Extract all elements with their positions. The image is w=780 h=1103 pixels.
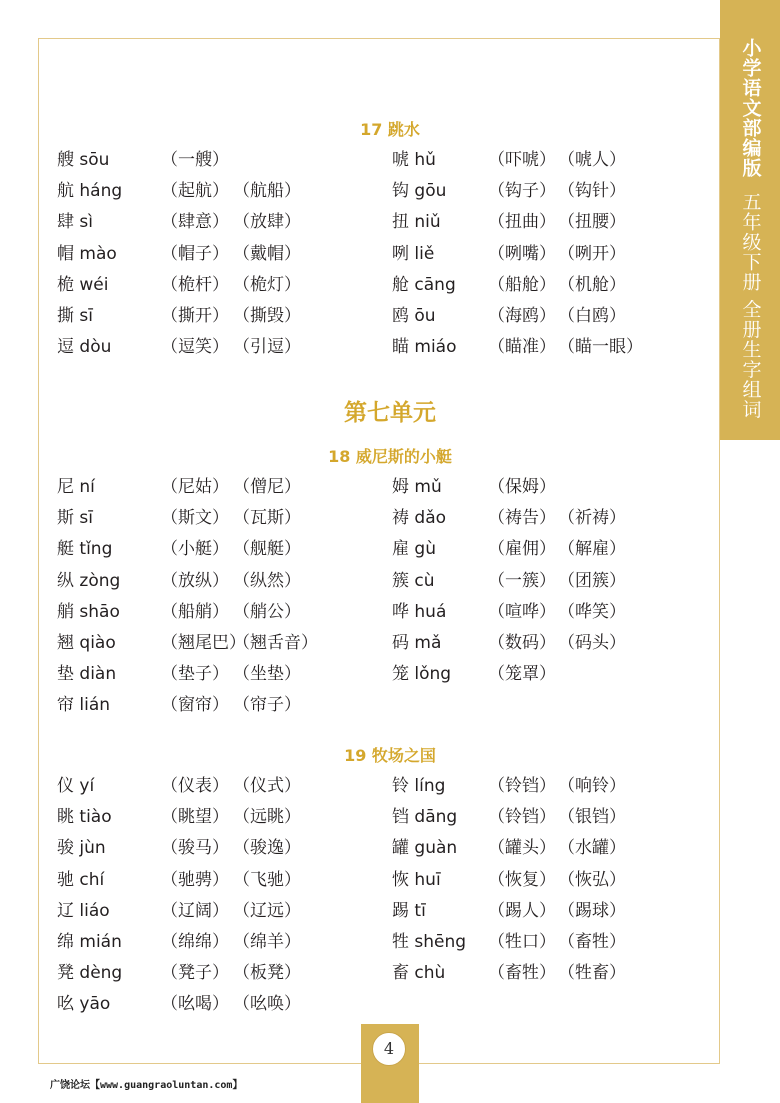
character-pinyin: 码 mǎ xyxy=(392,633,442,653)
word-group: （板凳） xyxy=(233,963,301,983)
word-group: （响铃） xyxy=(558,776,626,796)
word-group: （飞驰） xyxy=(233,870,301,890)
word-group: （保姆） xyxy=(488,477,556,497)
character-pinyin: 铃 líng xyxy=(392,776,446,796)
word-group: （船艄） xyxy=(161,602,229,622)
word-group: （一艘） xyxy=(161,150,229,170)
word-group: （僧尼） xyxy=(233,477,301,497)
word-group: （帘子） xyxy=(233,695,301,715)
word-group: （肆意） xyxy=(161,212,229,232)
character-pinyin: 罐 guàn xyxy=(392,838,458,858)
character-pinyin: 钩 gōu xyxy=(392,181,447,201)
word-group: （起航） xyxy=(161,181,229,201)
word-group: （扭腰） xyxy=(558,212,626,232)
word-group: （撕毁） xyxy=(233,306,301,326)
word-group: （骏马） xyxy=(161,838,229,858)
character-pinyin: 仪 yí xyxy=(57,776,95,796)
word-group: （水罐） xyxy=(558,838,626,858)
word-group: （畜牲） xyxy=(558,932,626,952)
word-group: （罐头） xyxy=(488,838,556,858)
side-tab xyxy=(720,0,780,440)
word-group: （笼罩） xyxy=(488,664,556,684)
character-pinyin: 撕 sī xyxy=(57,306,93,326)
word-group: （引逗） xyxy=(233,337,301,357)
side-tab-sub: 五年级下册 全册生字组词 xyxy=(739,192,762,420)
word-group: （逗笑） xyxy=(161,337,229,357)
character-pinyin: 骏 jùn xyxy=(57,838,106,858)
character-pinyin: 驰 chí xyxy=(57,870,105,890)
word-group: （窗帘） xyxy=(161,695,229,715)
word-group: （扭曲） xyxy=(488,212,556,232)
unit-title: 第七单元 xyxy=(344,400,436,426)
word-group: （帽子） xyxy=(161,244,229,264)
word-group: （咧开） xyxy=(558,244,626,264)
word-group: （祷告） xyxy=(488,508,556,528)
word-group: （翘尾巴） xyxy=(161,633,246,653)
word-group: （祈祷） xyxy=(558,508,626,528)
character-pinyin: 咧 liě xyxy=(392,244,435,264)
character-pinyin: 纵 zòng xyxy=(57,571,121,591)
word-group: （畜牲） xyxy=(488,963,556,983)
word-group: （凳子） xyxy=(161,963,229,983)
word-group: （码头） xyxy=(558,633,626,653)
word-group: （踢球） xyxy=(558,901,626,921)
word-group: （瞄一眼） xyxy=(558,337,643,357)
character-pinyin: 吆 yāo xyxy=(57,994,111,1014)
character-pinyin: 翘 qiào xyxy=(57,633,116,653)
character-pinyin: 簇 cù xyxy=(392,571,435,591)
word-group: （翘舌音） xyxy=(233,633,318,653)
word-group: （放肆） xyxy=(233,212,301,232)
word-group: （瞄准） xyxy=(488,337,556,357)
word-group: （吓唬） xyxy=(488,150,556,170)
word-group: （绵绵） xyxy=(161,932,229,952)
word-group: （小艇） xyxy=(161,539,229,559)
word-group: （喧哗） xyxy=(488,602,556,622)
word-group: （铃铛） xyxy=(488,807,556,827)
character-pinyin: 姆 mǔ xyxy=(392,477,442,497)
character-pinyin: 垫 diàn xyxy=(57,664,117,684)
word-group: （绵羊） xyxy=(233,932,301,952)
word-group: （桅杆） xyxy=(161,275,229,295)
word-group: （牲口） xyxy=(488,932,556,952)
word-group: （坐垫） xyxy=(233,664,301,684)
word-group: （辽阔） xyxy=(161,901,229,921)
character-pinyin: 桅 wéi xyxy=(57,275,109,295)
word-group: （解雇） xyxy=(558,539,626,559)
word-group: （数码） xyxy=(488,633,556,653)
word-group: （机舱） xyxy=(558,275,626,295)
word-group: （恢弘） xyxy=(558,870,626,890)
character-pinyin: 祷 dǎo xyxy=(392,508,447,528)
word-group: （舰艇） xyxy=(233,539,301,559)
character-pinyin: 凳 dèng xyxy=(57,963,123,983)
word-group: （哗笑） xyxy=(558,602,626,622)
word-group: （恢复） xyxy=(488,870,556,890)
character-pinyin: 恢 huī xyxy=(392,870,441,890)
word-group: （唬人） xyxy=(558,150,626,170)
word-group: （尼姑） xyxy=(161,477,229,497)
character-pinyin: 艇 tǐng xyxy=(57,539,113,559)
word-group: （斯文） xyxy=(161,508,229,528)
word-group: （戴帽） xyxy=(233,244,301,264)
word-group: （骏逸） xyxy=(233,838,301,858)
word-group: （海鸥） xyxy=(488,306,556,326)
word-group: （瓦斯） xyxy=(233,508,301,528)
word-group: （铃铛） xyxy=(488,776,556,796)
word-group: （钩针） xyxy=(558,181,626,201)
character-pinyin: 艄 shāo xyxy=(57,602,120,622)
lesson-title: 18 威尼斯的小艇 xyxy=(328,447,452,466)
character-pinyin: 畜 chù xyxy=(392,963,446,983)
word-group: （团簇） xyxy=(558,571,626,591)
character-pinyin: 唬 hǔ xyxy=(392,150,436,170)
page-number: 4 xyxy=(372,1032,406,1066)
word-group: （银铛） xyxy=(558,807,626,827)
word-group: （放纵） xyxy=(161,571,229,591)
word-group: （白鸥） xyxy=(558,306,626,326)
word-group: （牲畜） xyxy=(558,963,626,983)
character-pinyin: 斯 sī xyxy=(57,508,93,528)
word-group: （驰骋） xyxy=(161,870,229,890)
lesson-title: 19 牧场之国 xyxy=(344,746,436,765)
word-group: （仪表） xyxy=(161,776,229,796)
word-group: （撕开） xyxy=(161,306,229,326)
character-pinyin: 铛 dāng xyxy=(392,807,458,827)
word-group: （钩子） xyxy=(488,181,556,201)
character-pinyin: 帘 lián xyxy=(57,695,111,715)
character-pinyin: 肆 sì xyxy=(57,212,93,232)
character-pinyin: 帽 mào xyxy=(57,244,117,264)
character-pinyin: 雇 gù xyxy=(392,539,436,559)
word-group: （垫子） xyxy=(161,664,229,684)
word-group: （吆喝） xyxy=(161,994,229,1014)
character-pinyin: 鸥 ōu xyxy=(392,306,436,326)
word-group: （船舱） xyxy=(488,275,556,295)
character-pinyin: 逗 dòu xyxy=(57,337,112,357)
character-pinyin: 航 háng xyxy=(57,181,123,201)
character-pinyin: 尼 ní xyxy=(57,477,95,497)
lesson-title: 17 跳水 xyxy=(360,120,420,139)
word-group: （仪式） xyxy=(233,776,301,796)
word-group: （吆唤） xyxy=(233,994,301,1014)
character-pinyin: 眺 tiào xyxy=(57,807,112,827)
word-group: （眺望） xyxy=(161,807,229,827)
character-pinyin: 瞄 miáo xyxy=(392,337,457,357)
character-pinyin: 艘 sōu xyxy=(57,150,110,170)
character-pinyin: 踢 tī xyxy=(392,901,426,921)
character-pinyin: 哗 huá xyxy=(392,602,447,622)
character-pinyin: 扭 niǔ xyxy=(392,212,441,232)
side-tab-main: 小学语文部编版 xyxy=(739,38,762,178)
word-group: （咧嘴） xyxy=(488,244,556,264)
character-pinyin: 舱 cāng xyxy=(392,275,456,295)
word-group: （辽远） xyxy=(233,901,301,921)
footer-text: 广饶论坛【www.guangraoluntan.com】 xyxy=(50,1080,243,1091)
character-pinyin: 绵 mián xyxy=(57,932,122,952)
word-group: （艄公） xyxy=(233,602,301,622)
character-pinyin: 牲 shēng xyxy=(392,932,467,952)
word-group: （一簇） xyxy=(488,571,556,591)
character-pinyin: 辽 liáo xyxy=(57,901,110,921)
word-group: （雇佣） xyxy=(488,539,556,559)
character-pinyin: 笼 lǒng xyxy=(392,664,452,684)
word-group: （踢人） xyxy=(488,901,556,921)
word-group: （桅灯） xyxy=(233,275,301,295)
word-group: （远眺） xyxy=(233,807,301,827)
word-group: （纵然） xyxy=(233,571,301,591)
word-group: （航船） xyxy=(233,181,301,201)
